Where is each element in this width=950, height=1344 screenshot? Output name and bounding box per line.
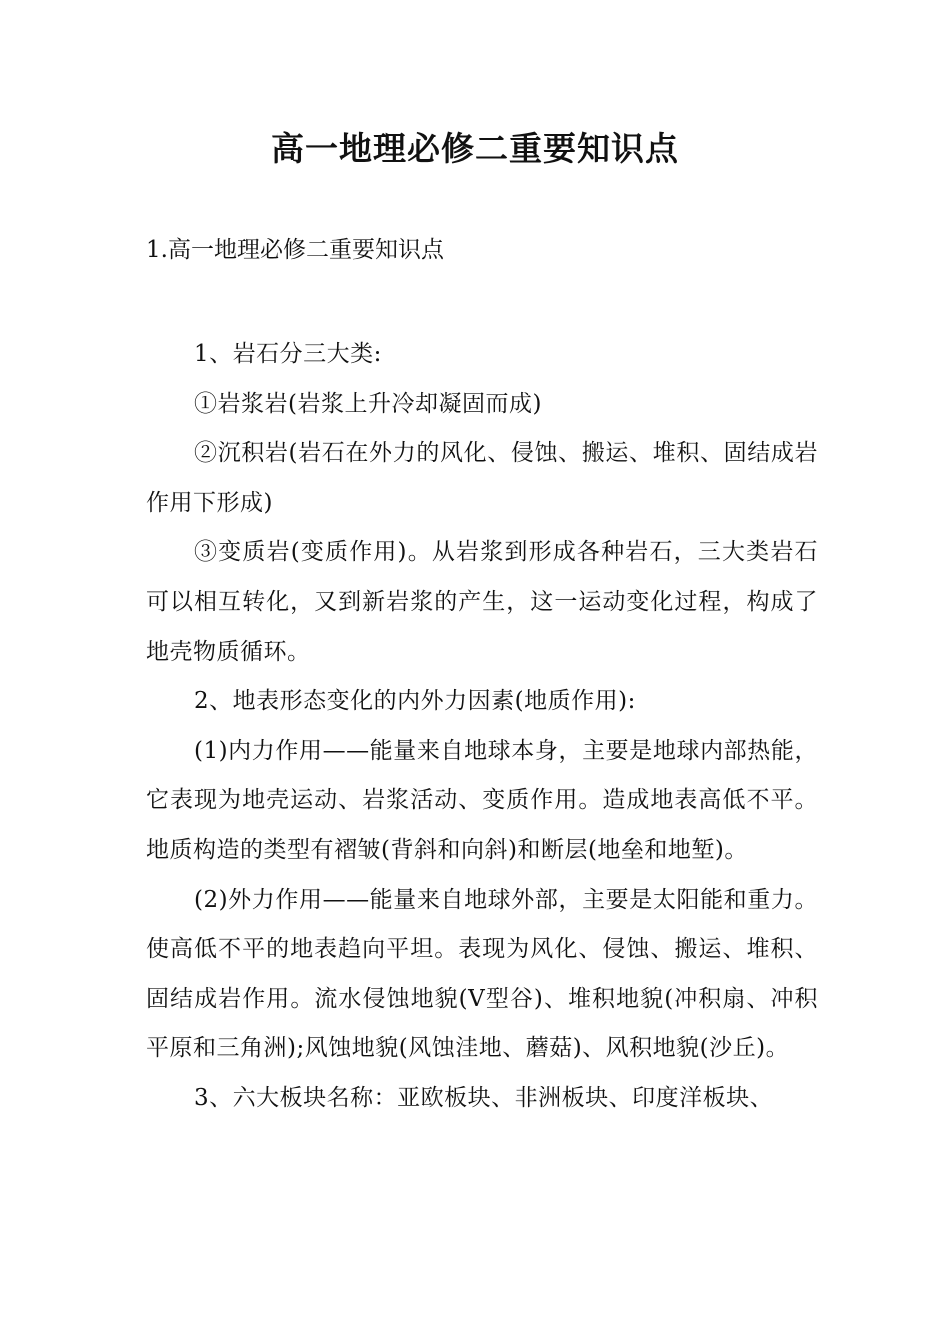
document-title: 高一地理必修二重要知识点 — [271, 129, 679, 168]
paragraph-external-forces: (2)外力作用——能量来自地球外部，主要是太阳能和重力。使高低不平的地表趋向平坦。表现为风化、侵蚀、搬运、堆积、固结成岩作用。流水侵蚀地貌(V型谷)、堆积地貌(冲积扇、冲积平原和三角洲);风蚀地貌(风蚀洼地、蘑菇)、风积地貌(沙丘)。 — [146, 886, 818, 1062]
paragraph-igneous-rock: ①岩浆岩(岩浆上升冷却凝固而成) — [194, 390, 542, 417]
paragraph-six-plates: 3、六大板块名称：亚欧板块、非洲板块、印度洋板块、 — [194, 1084, 774, 1111]
paragraph-metamorphic-rock: ③变质岩(变质作用)。从岩浆到形成各种岩石，三大类岩石可以相互转化，又到新岩浆的产生，这一运动变化过程，构成了地壳物质循环。 — [146, 539, 818, 665]
paragraph-internal-forces: (1)内力作用——能量来自地球本身，主要是地球内部热能，它表现为地壳运动、岩浆活动、变质作用。造成地表高低不平。地质构造的类型有褶皱(背斜和向斜)和断层(地垒和地堑)。 — [146, 737, 818, 863]
section-heading: 1.高一地理必修二重要知识点 — [146, 237, 444, 263]
document-body — [146, 330, 818, 1124]
paragraph-geologic-forces: 2、地表形态变化的内外力因素(地质作用): — [194, 688, 636, 715]
paragraph-rock-types: 1、岩石分三大类: — [194, 341, 382, 367]
paragraph-sedimentary-rock: ②沉积岩(岩石在外力的风化、侵蚀、搬运、堆积、固结成岩作用下形成) — [146, 440, 818, 516]
